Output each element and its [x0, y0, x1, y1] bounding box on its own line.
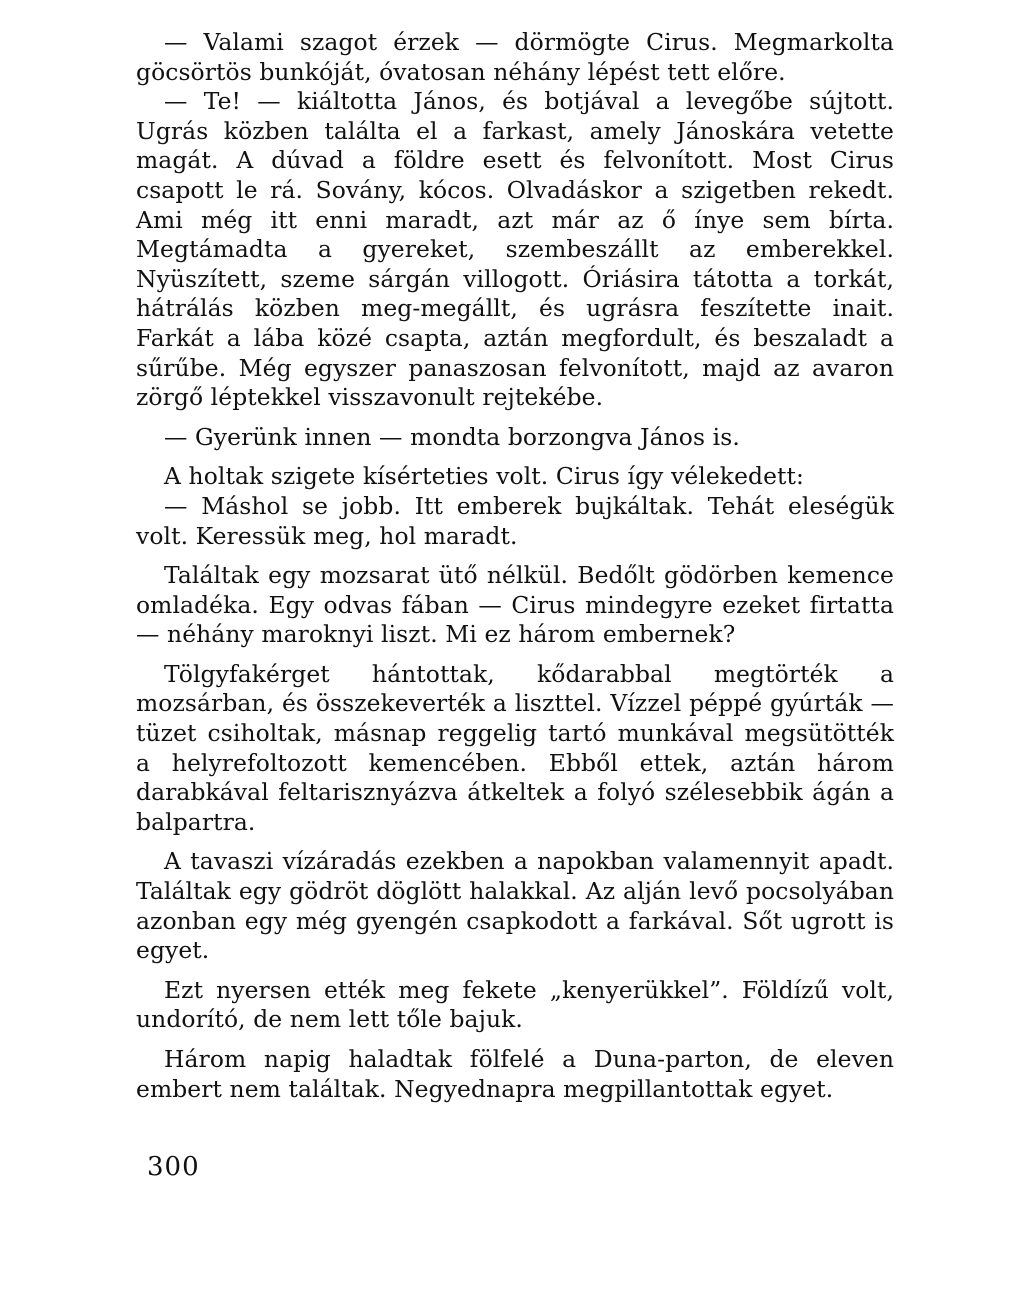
paragraph-6: Találtak egy mozsarat ütő nélkül. Bedőlt gödörben kemence omladéka. Egy odvas fában — Cirus mindegyre ezeket firtatta — néhány maroknyi liszt. Mi ez három embernek? [136, 561, 894, 649]
page-body [136, 28, 894, 1104]
paragraph-4: A holtak szigete kísérteties volt. Cirus így vélekedett: [164, 462, 805, 491]
paragraph-10: Három napig haladtak fölfelé a Duna-parton, de eleven embert nem találtak. Negyednapra megpillantottak egyet. [136, 1045, 894, 1103]
paragraph-5: — Máshol se jobb. Itt emberek bujkáltak. Tehát eleségük volt. Keressük meg, hol maradt. [136, 491, 894, 550]
paragraph-3: — Gyerünk innen — mondta borzongva János is. [164, 422, 740, 451]
paragraph-7: Tölgyfakérget hántottak, kődarabbal megtörték a mozsárban, és összekeverték a liszttel. Vízzel péppé gyúrták — tüzet csiholtak, másnap reggelig tartó munkával megsütötték a helyrefoltozott kemencében. Ebből ettek, aztán három darabkával feltarisznyázva átkeltek a folyó szélesebbik ágán a balpartra. [136, 659, 894, 836]
paragraph-1: — Valami szagot érzek — dörmögte Cirus. Megmarkolta göcsörtös bunkóját, óvatosan néhány lépést tett előre. [136, 28, 894, 86]
paragraph-9: Ezt nyersen ették meg fekete „kenyerükkel”. Földízű volt, undorító, de nem lett tőle bajuk. [136, 975, 894, 1034]
paragraph-8: A tavaszi vízáradás ezekben a napokban valamennyit apadt. Találtak egy gödröt döglött halakkal. Az alján levő pocsolyában azonban egy még gyengén csapkodott a farkával. Sőt ugrott is egyet. [136, 847, 894, 965]
paragraph-2: — Te! — kiáltotta János, és botjával a levegőbe sújtott. Ugrás közben találta el a farkast, amely Jánoskára vetette magát. A dúvad a földre esett és felvonított. Most Cirus csapott le rá. Sovány, kócos. Olvadáskor a szigetben rekedt. Ami még itt enni maradt, azt már az ő ínye sem bírta. Megtámadta a gyereket, szembeszállt az emberekkel. Nyüszített, szeme sárgán villogott. Óriásira tátotta a torkát, hátrálás közben meg-megállt, és ugrásra feszítette inait. Farkát a lába közé csapta, aztán megfordult, és beszaladt a sűrűbe. Még egyszer panaszosan felvonított, majd az avaron zörgő léptekkel visszavonult rejtekébe. [136, 87, 894, 412]
page-number: 300 [147, 1152, 200, 1182]
